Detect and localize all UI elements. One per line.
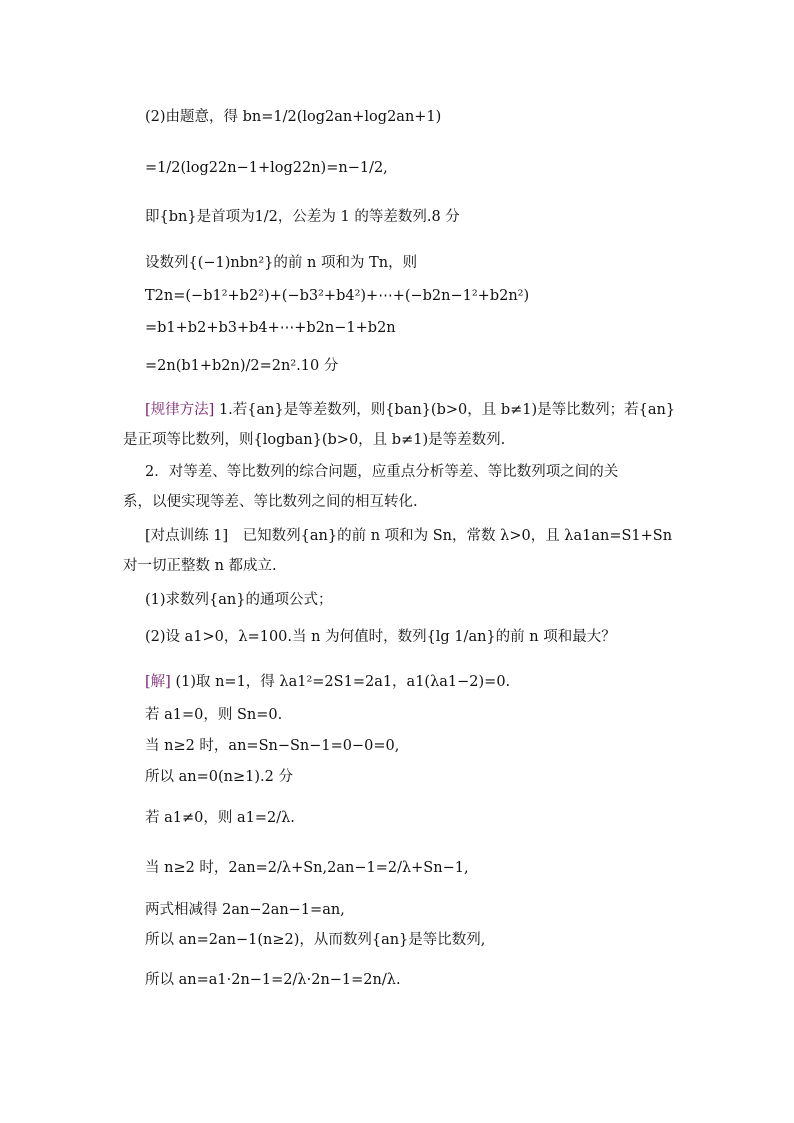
text-line: 当 n≥2 时，an=Sn−Sn−1=0−0=0, xyxy=(145,738,400,754)
text-line: 系，以便实现等差、等比数列之间的相互转化. xyxy=(123,494,418,510)
text-line: 若 a1≠0，则 a1=2/λ. xyxy=(145,810,295,826)
solution-label: [解] xyxy=(145,674,171,690)
text-line: 两式相减得 2an−2an−1=an, xyxy=(145,902,345,918)
text-line: (2)设 a1>0，λ=100.当 n 为何值时，数列{lg 1/an}的前 n 项和最大？ xyxy=(145,629,616,645)
text-line: 是正项等比数列，则{logban}(b>0，且 b≠1)是等差数列. xyxy=(123,432,506,448)
text-line: 所以 an=2an−1(n≥2)，从而数列{an}是等比数列, xyxy=(145,932,486,948)
text-line: (2)由题意，得 bn=1/2(log2an+log2an+1) xyxy=(145,109,442,125)
text-line: 2．对等差、等比数列的综合问题，应重点分析等差、等比数列项之间的关 xyxy=(145,464,619,480)
text-line: 所以 an=a1·2n−1=2/λ·2n−1=2n/λ. xyxy=(145,972,401,988)
text-line: =2n(b1+b2n)/2=2n².10 分 xyxy=(145,358,339,374)
text-line: (1)求数列{an}的通项公式； xyxy=(145,592,333,608)
text-line: =b1+b2+b3+b4+⋯+b2n−1+b2n xyxy=(145,320,396,336)
exercise-heading-line: [对点训练 1] 已知数列{an}的前 n 项和为 Sn，常数 λ>0，且 λa1an=S1+Sn xyxy=(145,528,673,544)
text-line: 若 a1=0，则 Sn=0. xyxy=(145,707,283,723)
text-line: 所以 an=0(n≥1).2 分 xyxy=(145,769,293,785)
text-line: 对一切正整数 n 都成立. xyxy=(123,558,277,574)
text-line: 当 n≥2 时，2an=2/λ+Sn,2an−1=2/λ+Sn−1, xyxy=(145,860,469,876)
method-paragraph-line: [规律方法] 1.若{an}是等差数列，则{ban}(b>0，且 b≠1)是等比数列；若{an} xyxy=(145,402,676,418)
text-line: T2n=(−b1²+b2²)+(−b3²+b4²)+⋯+(−b2n−1²+b2n²) xyxy=(145,288,530,304)
solution-line: [解] (1)取 n=1，得 λa1²=2S1=2a1，a1(λa1−2)=0. xyxy=(145,674,511,690)
text-line: 即{bn}是首项为1/2，公差为 1 的等差数列.8 分 xyxy=(145,209,460,225)
text-line: =1/2(log22n−1+log22n)=n−1/2, xyxy=(145,160,388,176)
method-label: [规律方法] xyxy=(145,402,215,418)
text-line: 设数列{(−1)nbn²}的前 n 项和为 Tn，则 xyxy=(145,255,418,271)
